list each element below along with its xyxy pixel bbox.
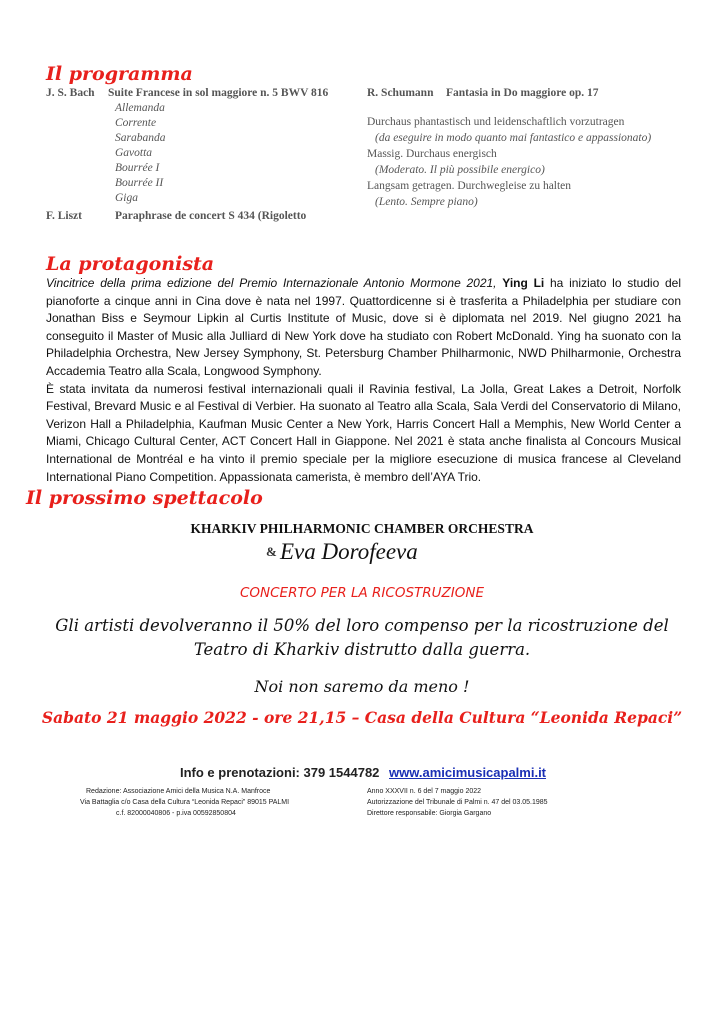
footer-line: Via Battaglia c/o Casa della Cultura “Leonida Repaci” 89015 PALMI xyxy=(80,799,290,806)
footer-left xyxy=(80,786,289,819)
artist-name: Ying Li xyxy=(502,276,545,290)
schumann-movement-translation: (da eseguire in modo quanto mai fantastico e appassionato) xyxy=(375,132,652,144)
info-label: Info e prenotazioni: 379 1544782 xyxy=(180,765,380,780)
bach-movement: Gavotta xyxy=(115,147,153,159)
bach-movement: Corrente xyxy=(115,117,157,129)
website-link[interactable]: www.amicimusicapalmi.it xyxy=(389,765,547,780)
liszt-title: Paraphrase de concert S 434 (Rigoletto xyxy=(115,210,307,222)
biography-text: ha iniziato lo studio del pianoforte a cinque anni in Cina dove è nata nel 1997. Quattordicenne si è trasferita a Philadelphia per studiare con Jonathan Biss e Seymour Lipkin al Curtis Institute of Music, dove si è diplomata nel 2019. Nel giugno 2021 ha conseguito il Master of Music alla Julliard di New York dove ha studiato con Robert McDonald. Ying ha suonato con la Philadelphia Orchestra, New Jersey Symphony, St. Petersburg Chamber Philharmonic, NWD Philharmonie, Orchestra Accademia Teatro alla Scala, Longwood Symphony. xyxy=(46,276,682,378)
appeal-line-1: Gli artisti devolveranno il 50% del loro compenso per la ricostruzione del xyxy=(55,616,669,635)
schumann-title: Fantasia in Do maggiore op. 17 xyxy=(446,87,599,99)
soloist-name: Eva Dorofeeva xyxy=(280,539,418,564)
biography xyxy=(46,275,681,486)
schumann-movement-translation: (Lento. Sempre piano) xyxy=(375,196,478,208)
biography-paragraph-1 xyxy=(46,275,681,381)
schumann-movement-title: Langsam getragen. Durchwegleise zu halten xyxy=(367,180,572,192)
bach-movement: Allemanda xyxy=(115,102,165,114)
orchestra-name: KHARKIV PHILHARMONIC CHAMBER ORCHESTRA xyxy=(190,521,534,536)
prossimo-heading: Il prossimo spettacolo xyxy=(26,487,263,509)
slogan: Noi non saremo da meno ! xyxy=(254,677,470,696)
bach-movement: Bourrée I xyxy=(115,162,160,174)
ampersand: & xyxy=(266,544,277,559)
schumann-movement-title: Durchaus phantastisch und leidenschaftlich vorzutragen xyxy=(367,116,625,128)
bach-movement: Sarabanda xyxy=(115,132,166,144)
footer-line: Direttore responsabile: Giorgia Gargano xyxy=(367,810,492,817)
bach-title: Suite Francese in sol maggiore n. 5 BWV 816 xyxy=(108,87,329,99)
bach-movement: Bourrée II xyxy=(115,177,164,189)
footer-line: Autorizzazione del Tribunale di Palmi n. 47 del 03.05.1985 xyxy=(367,799,548,806)
footer-right xyxy=(367,786,548,819)
programma-heading: Il programma xyxy=(46,63,193,85)
footer-line: Anno XXXVII n. 6 del 7 maggio 2022 xyxy=(367,788,482,795)
biography-paragraph-2: È stata invitata da numerosi festival internazionali quali il Ravinia festival, La Jolla, Great Lakes a Detroit, Norfolk Festival, Brevard Music e al Festival di Verbier. Ha suonato al Teatro alla Scala, Sala Verdi del Conservatorio di Milano, Verizon Hall a Philadelphia, Kaufman Music Center a New York, Harris Concert Hall a Memphis, New World Center a Miami, Chicago Cultural Center, ACT Concert Hall in Giappone. Nel 2021 è stata anche finalista al Concours Musical International de Montréal e ha vinto il premio speciale per la migliore esecuzione di musica francese al Cleveland International Piano Competition. Appassionata camerista, è membro dell’AYA Trio. xyxy=(46,381,681,484)
schumann-movement-translation: (Moderato. Il più possibile energico) xyxy=(375,164,545,176)
protagonista-heading: La protagonista xyxy=(46,253,215,275)
concert-title: CONCERTO PER LA RICOSTRUZIONE xyxy=(239,585,484,601)
date-venue: Sabato 21 maggio 2022 - ore 21,15 – Casa della Cultura “Leonida Repaci” xyxy=(41,708,683,727)
award-text: Vincitrice della prima edizione del Premio Internazionale Antonio Mormone 2021, xyxy=(46,276,497,290)
schumann-movement-title: Massig. Durchaus energisch xyxy=(367,148,497,160)
bach-movement: Giga xyxy=(115,192,138,204)
footer-line: Redazione: Associazione Amici della Musica N.A. Manfroce xyxy=(86,788,271,795)
bach-composer: J. S. Bach xyxy=(46,87,95,99)
schumann-composer: R. Schumann xyxy=(367,87,434,99)
appeal-line-2: Teatro di Kharkiv distrutto dalla guerra. xyxy=(193,640,531,659)
liszt-composer: F. Liszt xyxy=(46,210,82,222)
footer-line: c.f. 82000040806 - p.iva 00592850804 xyxy=(116,810,236,817)
